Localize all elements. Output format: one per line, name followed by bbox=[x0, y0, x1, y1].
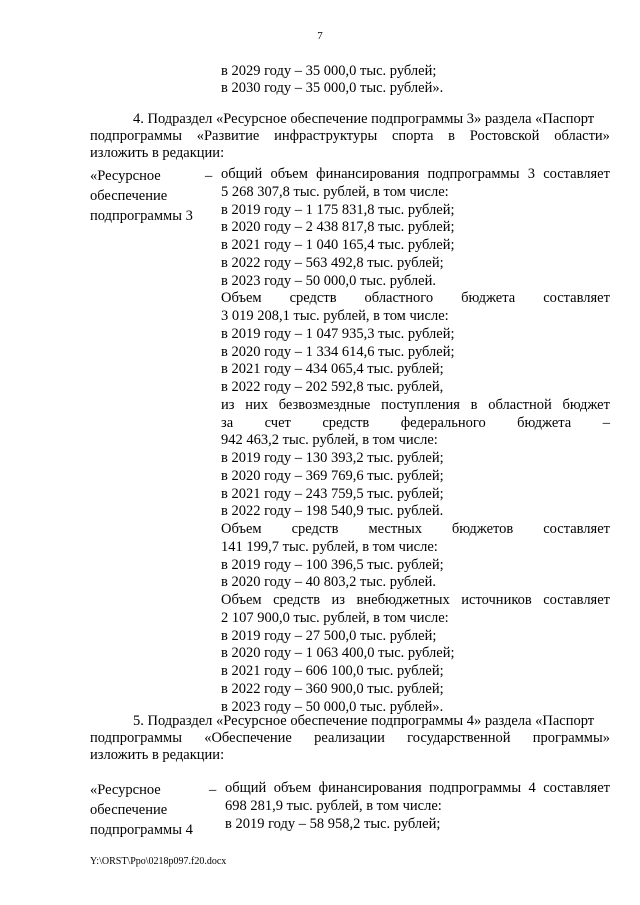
section4-line bbox=[221, 290, 610, 307]
word: 3 bbox=[527, 166, 535, 182]
section4-line bbox=[221, 592, 610, 609]
label-line: подпрограммы 3 bbox=[90, 208, 193, 224]
word: в bbox=[470, 396, 478, 413]
word: составляет bbox=[543, 166, 610, 182]
word: средств bbox=[273, 592, 321, 608]
section4-line: в 2020 году – 1 063 400,0 тыс. рублей; bbox=[221, 645, 455, 662]
word: внебюджетных bbox=[356, 592, 450, 608]
section5-paragraph-line: изложить в редакции: bbox=[90, 747, 225, 763]
word: местных bbox=[368, 521, 422, 537]
section4-line bbox=[221, 397, 610, 414]
word: инфраструктуры bbox=[274, 128, 378, 144]
word: спорта bbox=[391, 128, 434, 144]
section4-line: в 2020 году – 369 769,6 тыс. рублей; bbox=[221, 467, 444, 484]
dash: – bbox=[209, 782, 217, 798]
section4-line: в 2021 году – 243 759,5 тыс. рублей; bbox=[221, 485, 444, 502]
word: областного bbox=[364, 290, 434, 307]
section4-line: в 2022 году – 563 492,8 тыс. рублей; bbox=[221, 254, 444, 271]
word: составляет bbox=[543, 290, 610, 307]
word: подпрограммы bbox=[427, 166, 520, 182]
section4-line: в 2021 году – 606 100,0 тыс. рублей; bbox=[221, 663, 444, 679]
word: «Обеспечение bbox=[204, 730, 292, 746]
word: финансирования bbox=[318, 780, 422, 796]
section4-line: в 2019 году – 100 396,5 тыс. рублей; bbox=[221, 556, 444, 573]
section4-line: в 2020 году – 40 803,2 тыс. рублей. bbox=[221, 574, 436, 591]
word: подпрограммы bbox=[429, 780, 522, 796]
word: средств bbox=[291, 521, 339, 537]
section4-line: в 2019 году – 27 500,0 тыс. рублей; bbox=[221, 627, 437, 644]
word: бюджетов bbox=[451, 521, 514, 537]
word: программы» bbox=[532, 730, 610, 746]
section4-line: в 2020 году – 2 438 817,8 тыс. рублей; bbox=[221, 219, 455, 236]
word: составляет bbox=[543, 521, 610, 537]
word: общий bbox=[221, 166, 263, 182]
label-line: «Ресурсное bbox=[90, 168, 161, 184]
word: бюджета bbox=[461, 290, 516, 307]
word: средств bbox=[322, 414, 370, 431]
page-number: 7 bbox=[317, 30, 323, 42]
word: Объем bbox=[221, 521, 262, 537]
word: бюджет bbox=[562, 396, 610, 413]
word: объем bbox=[273, 780, 312, 796]
word: средств bbox=[289, 290, 337, 307]
section4-line: 3 019 208,1 тыс. рублей, в том числе: bbox=[221, 308, 449, 324]
section4-line bbox=[221, 521, 610, 538]
word: Объем bbox=[221, 592, 262, 608]
word: составляет bbox=[543, 780, 610, 796]
label-line: обеспечение bbox=[90, 188, 168, 204]
section4-paragraph-line: изложить в редакции: bbox=[90, 145, 225, 161]
section4-line: 942 463,2 тыс. рублей, в том числе: bbox=[221, 432, 438, 449]
section5-paragraph-line bbox=[90, 730, 610, 747]
word: за bbox=[221, 414, 234, 431]
label-line: обеспечение bbox=[90, 802, 168, 818]
section5-label bbox=[90, 780, 193, 840]
section5-line bbox=[225, 780, 610, 797]
word: общий bbox=[225, 780, 267, 796]
word: счет bbox=[264, 414, 291, 431]
word: «Развитие bbox=[196, 128, 260, 144]
word: реализации bbox=[314, 730, 385, 746]
section4-line: 2 107 900,0 тыс. рублей, в том числе: bbox=[221, 609, 449, 626]
word: подпрограммы bbox=[90, 730, 182, 746]
section4-label bbox=[90, 166, 193, 226]
section4-line bbox=[221, 166, 610, 183]
section4-paragraph-line bbox=[90, 128, 610, 145]
word: Объем bbox=[221, 290, 262, 307]
word: государственной bbox=[407, 730, 511, 746]
word: подпрограммы bbox=[90, 128, 182, 144]
section4-line: в 2019 году – 130 393,2 тыс. рублей; bbox=[221, 450, 444, 466]
section4-line bbox=[221, 415, 610, 432]
word: областной bbox=[488, 396, 552, 413]
section4-line: 141 199,7 тыс. рублей, в том числе: bbox=[221, 538, 438, 555]
word: федерального bbox=[400, 414, 486, 431]
word: бюджета bbox=[517, 414, 572, 431]
label-line: подпрограммы 4 bbox=[90, 822, 193, 838]
section4-paragraph-line: 4. Подраздел «Ресурсное обеспечение подпрограммы 3» раздела «Паспорт bbox=[133, 111, 595, 127]
section4-line: в 2023 году – 50 000,0 тыс. рублей». bbox=[221, 698, 444, 715]
section5-line: в 2019 году – 58 958,2 тыс. рублей; bbox=[225, 816, 441, 832]
word: из bbox=[331, 592, 346, 608]
text-line: в 2029 году – 35 000,0 тыс. рублей; bbox=[221, 63, 437, 79]
word: источников bbox=[461, 592, 532, 608]
dash: – bbox=[205, 168, 213, 184]
section5-line: 698 281,9 тыс. рублей, в том числе: bbox=[225, 798, 442, 814]
word: области» bbox=[554, 128, 610, 144]
section4-line: 5 268 307,8 тыс. рублей, в том числе: bbox=[221, 183, 449, 200]
word: Ростовской bbox=[469, 128, 540, 144]
section4-line: в 2019 году – 1 175 831,8 тыс. рублей; bbox=[221, 201, 455, 218]
label-line: «Ресурсное bbox=[90, 782, 161, 798]
section4-line: в 2023 году – 50 000,0 тыс. рублей. bbox=[221, 272, 436, 289]
text-line: в 2030 году – 35 000,0 тыс. рублей». bbox=[221, 80, 444, 96]
section4-line: в 2019 году – 1 047 935,3 тыс. рублей; bbox=[221, 325, 455, 342]
word: них bbox=[245, 396, 269, 413]
section4-line: в 2022 году – 360 900,0 тыс. рублей; bbox=[221, 680, 444, 697]
word: финансирования bbox=[316, 166, 420, 182]
word: объем bbox=[270, 166, 308, 182]
word: составляет bbox=[543, 592, 610, 608]
section5-paragraph-line: 5. Подраздел «Ресурсное обеспечение подпрограммы 4» раздела «Паспорт bbox=[133, 713, 595, 729]
word: из bbox=[221, 396, 235, 413]
section4-line: в 2022 году – 202 592,8 тыс. рублей, bbox=[221, 379, 444, 395]
word: поступления bbox=[381, 396, 460, 413]
section4-line: в 2020 году – 1 334 614,6 тыс. рублей; bbox=[221, 343, 455, 360]
word: в bbox=[448, 128, 456, 144]
section4-line: в 2021 году – 1 040 165,4 тыс. рублей; bbox=[221, 237, 455, 253]
word: 4 bbox=[528, 780, 536, 796]
section4-line: в 2022 году – 198 540,9 тыс. рублей. bbox=[221, 503, 444, 520]
section4-line: в 2021 году – 434 065,4 тыс. рублей; bbox=[221, 361, 444, 378]
word: – bbox=[602, 414, 610, 431]
word: безвозмездные bbox=[278, 396, 371, 413]
file-path-footer: Y:\ORST\Ppo\0218p097.f20.docx bbox=[90, 856, 227, 867]
